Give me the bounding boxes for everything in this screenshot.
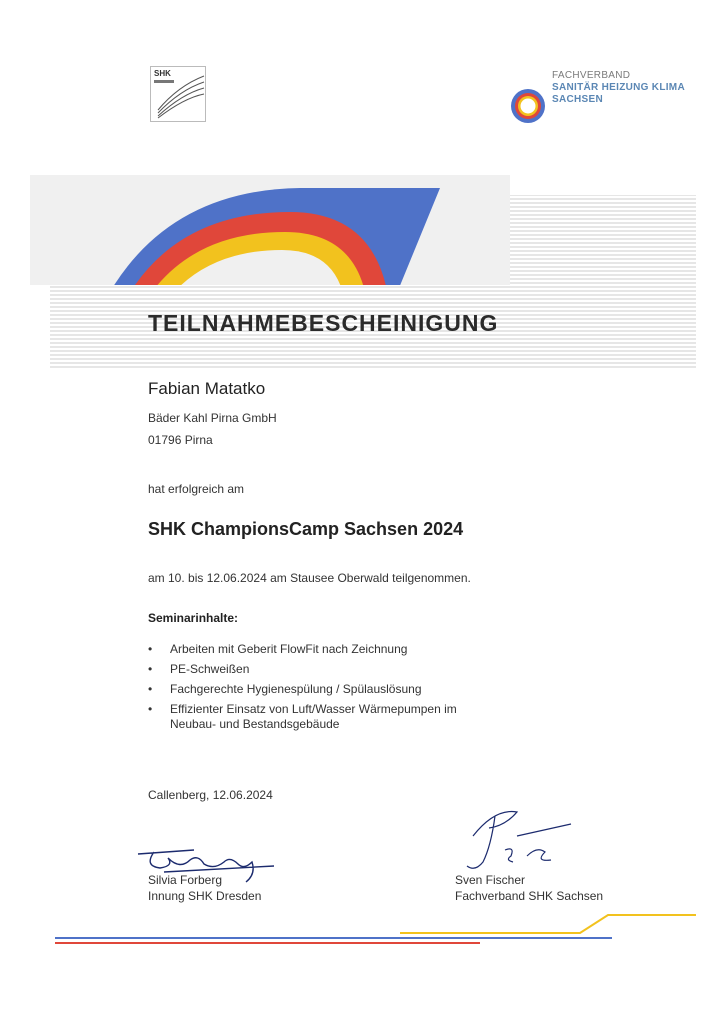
association-name xyxy=(552,70,712,106)
signer-right xyxy=(455,872,603,904)
shk-logo xyxy=(150,66,206,122)
bullet: • xyxy=(148,682,153,696)
event-title: SHK ChampionsCamp Sachsen 2024 xyxy=(148,519,464,539)
association-line-1: FACHVERBAND xyxy=(552,70,631,81)
banner-stripes-right xyxy=(510,195,696,285)
recipient-company: Bäder Kahl Pirna GmbH xyxy=(148,411,277,425)
seminar-list xyxy=(148,642,548,737)
signer-left-name: Silvia Forberg xyxy=(148,873,223,887)
shk-logo-text: SHK xyxy=(154,69,171,78)
association-line-3: SACHSEN xyxy=(552,94,603,105)
intro-text: hat erfolgreich am xyxy=(148,482,245,496)
bullet: • xyxy=(148,662,153,676)
banner-graphic xyxy=(0,170,724,370)
signer-left xyxy=(148,872,261,904)
seminar-item-text: PE-Schweißen xyxy=(170,662,250,676)
seminar-item xyxy=(148,702,490,732)
seminar-heading: Seminarinhalte: xyxy=(148,611,239,625)
footer-line-yellow xyxy=(400,915,696,933)
event-dates: am 10. bis 12.06.2024 am Stausee Oberwald teilgenommen. xyxy=(148,571,471,585)
signature-right-image xyxy=(455,806,585,876)
signer-right-org: Fachverband SHK Sachsen xyxy=(455,889,604,903)
signer-right-name: Sven Fischer xyxy=(455,873,526,887)
seminar-item xyxy=(148,662,548,677)
recipient-city: 01796 Pirna xyxy=(148,433,213,447)
place-date: Callenberg, 12.06.2024 xyxy=(148,788,273,802)
seminar-item-text: Effizienter Einsatz von Luft/Wasser Wärmepumpen im Neubau- und Bestandsgebäude xyxy=(170,702,457,731)
seminar-item xyxy=(148,642,548,657)
seminar-item-text: Fachgerechte Hygienespülung / Spülauslösung xyxy=(170,682,422,696)
association-emblem-icon xyxy=(510,88,546,124)
bullet: • xyxy=(148,702,153,716)
recipient-name: Fabian Matatko xyxy=(148,379,266,398)
signer-left-org: Innung SHK Dresden xyxy=(148,889,262,903)
seminar-item xyxy=(148,682,548,697)
footer-lines xyxy=(0,905,724,955)
certificate-title: TEILNAHMEBESCHEINIGUNG xyxy=(148,310,499,336)
bullet: • xyxy=(148,642,153,656)
seminar-item-text: Arbeiten mit Geberit FlowFit nach Zeichnung xyxy=(170,642,408,656)
association-line-2: SANITÄR HEIZUNG KLIMA xyxy=(552,82,685,93)
